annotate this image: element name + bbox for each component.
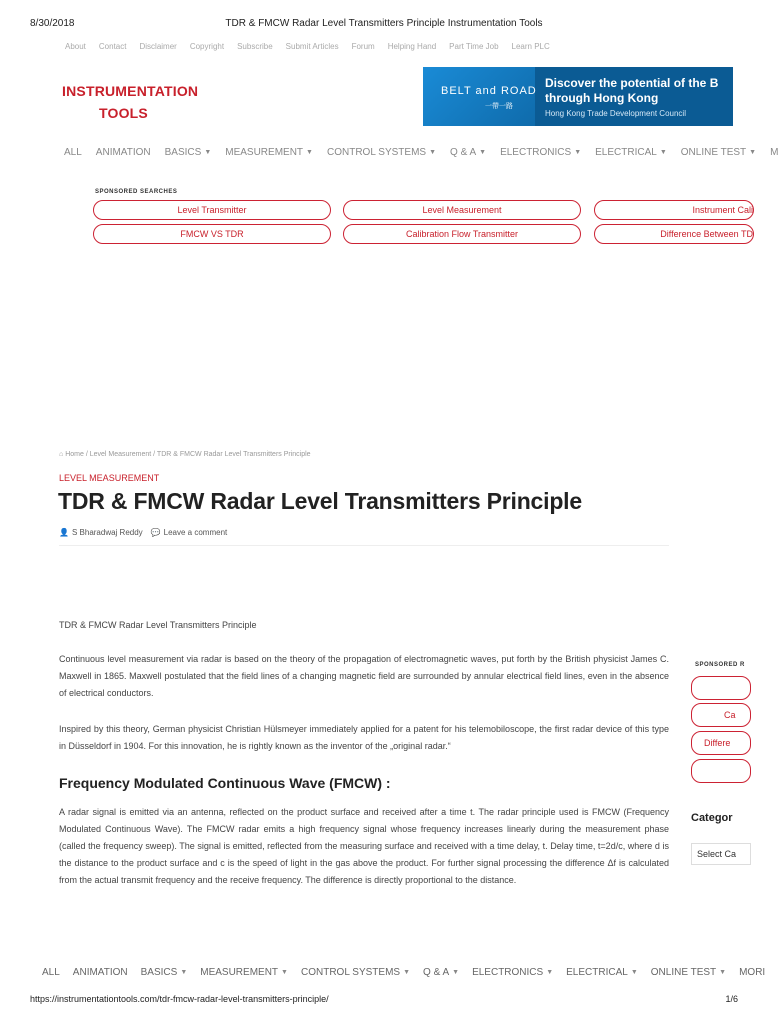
nav-online-test-label: ONLINE TEST	[680, 146, 747, 158]
comment-label: Leave a comment	[163, 528, 228, 537]
print-footer	[30, 994, 738, 1008]
bottom-nav-basics[interactable]	[141, 965, 188, 979]
breadcrumb	[59, 451, 311, 458]
caret-down-icon: ▼	[429, 148, 437, 156]
sponsored-link[interactable]: Difference Between TD	[594, 224, 754, 244]
nav-more[interactable]	[770, 145, 778, 159]
bottom-nav-animation-label: ANIMATION	[72, 966, 128, 978]
ad-headline	[545, 76, 718, 106]
nav-all-label: ALL	[64, 146, 82, 158]
topbar-link-about[interactable]: About	[65, 42, 86, 51]
caret-down-icon: ▼	[452, 968, 460, 976]
bottom-nav-online-test[interactable]	[651, 965, 726, 979]
bottom-nav-measurement-label: MEASUREMENT	[200, 966, 279, 978]
bottom-nav-qa[interactable]	[423, 965, 459, 979]
breadcrumb-current: TDR & FMCW Radar Level Transmitters Principle	[156, 451, 311, 458]
nav-basics-label: BASICS	[164, 146, 202, 158]
sidebar-categories-heading: Categor	[691, 812, 733, 824]
bottom-nav-electronics-label: ELECTRONICS	[472, 966, 544, 978]
topbar-link-submit-articles[interactable]: Submit Articles	[285, 42, 339, 51]
caret-down-icon: ▼	[546, 968, 554, 976]
topbar-link-contact[interactable]: Contact	[98, 42, 127, 51]
ad-brand: BELT and ROAD	[441, 85, 537, 97]
bottom-nav-all-label: ALL	[42, 966, 60, 978]
section-heading-fmcw: Frequency Modulated Continuous Wave (FMCW) :	[59, 775, 391, 791]
topbar-link-disclaimer[interactable]: Disclaimer	[139, 42, 177, 51]
nav-basics[interactable]	[165, 145, 212, 159]
bottom-nav-all[interactable]	[42, 965, 60, 979]
caret-down-icon: ▼	[659, 148, 667, 156]
caret-down-icon: ▼	[403, 968, 411, 976]
bottom-nav-more[interactable]	[739, 965, 765, 979]
sidebar-sponsored-link[interactable]	[691, 676, 751, 700]
post-category[interactable]: LEVEL MEASUREMENT	[59, 473, 160, 483]
nav-control-systems-label: CONTROL SYSTEMS	[326, 146, 427, 158]
caret-down-icon: ▼	[306, 148, 313, 156]
caret-down-icon: ▼	[749, 148, 757, 156]
ad-brand-sub: 一帶一路	[485, 103, 513, 110]
topbar-link-part-time-job[interactable]: Part Time Job	[449, 42, 499, 51]
bottom-nav-online-test-label: ONLINE TEST	[650, 966, 717, 978]
print-url: https://instrumentationtools.com/tdr-fmcw-radar-level-transmitters-principle/	[30, 994, 329, 1004]
print-title: TDR & FMCW Radar Level Transmitters Principle Instrumentation Tools	[225, 18, 543, 29]
breadcrumb-level-measurement[interactable]: Level Measurement	[89, 451, 152, 458]
paragraph-1: Continuous level measurement via radar is based on the theory of the propagation of electromagnetic waves, put forth by the British physicist James C. Maxwell in 1865. Maxwell postulated that the field lines of a changing magnetic field are surrounded by annular electrical field lines, even in the absence of electrical conductors.	[59, 654, 669, 698]
nav-online-test[interactable]	[681, 145, 756, 159]
topbar-link-copyright[interactable]: Copyright	[189, 42, 225, 51]
print-page-number: 1/6	[725, 994, 738, 1004]
nav-control-systems[interactable]	[327, 145, 436, 159]
caret-down-icon: ▼	[719, 968, 727, 976]
nav-animation-label: ANIMATION	[95, 146, 151, 158]
nav-more-label: M	[770, 146, 778, 158]
nav-animation[interactable]	[96, 145, 151, 159]
caret-down-icon: ▼	[574, 148, 582, 156]
page-title: TDR & FMCW Radar Level Transmitters Principle	[58, 488, 582, 514]
nav-electrical-label: ELECTRICAL	[595, 146, 657, 158]
bottom-nav-electronics[interactable]	[472, 965, 553, 979]
ad-headline-2: through Hong Kong	[545, 91, 659, 105]
sidebar-sponsored-link[interactable]	[691, 759, 751, 783]
breadcrumb-home[interactable]: Home	[65, 451, 84, 458]
sponsored-searches-label: SPONSORED SEARCHES	[95, 189, 178, 195]
sponsored-link[interactable]: Level Transmitter	[93, 200, 331, 220]
ad-council: Hong Kong Trade Development Council	[545, 109, 686, 118]
topbar-link-learn-plc[interactable]: Learn PLC	[511, 42, 550, 51]
sponsored-link[interactable]: Level Measurement	[343, 200, 581, 220]
bottom-nav	[42, 965, 765, 979]
paragraph-2: Inspired by this theory, German physicist Christian Hülsmeyer immediately applied for a patent for his telemobiloscope, the first radar device of this type in Düsseldorf in 1904. For this innovation, he is rightly known as the inventor of the „original radar.“	[59, 724, 669, 751]
bottom-nav-measurement[interactable]	[200, 965, 288, 979]
breadcrumb-separator: /	[83, 451, 90, 458]
sponsored-link[interactable]: Calibration Flow Transmitter	[343, 224, 581, 244]
site-logo[interactable]	[62, 80, 202, 124]
breadcrumb-separator: /	[151, 451, 157, 458]
logo-line-1: INSTRUMENTATION	[62, 83, 199, 99]
nav-qa-label: Q & A	[450, 146, 477, 158]
nav-electronics-label: ELECTRONICS	[500, 146, 572, 158]
bottom-nav-electrical[interactable]	[566, 965, 638, 979]
sponsored-link[interactable]: Instrument Cali	[594, 200, 754, 220]
caret-down-icon: ▼	[204, 148, 212, 156]
bottom-nav-control-systems-label: CONTROL SYSTEMS	[300, 966, 401, 978]
caret-down-icon: ▼	[630, 968, 638, 976]
sidebar-sponsored-label: SPONSORED R	[695, 662, 745, 668]
topbar-link-subscribe[interactable]: Subscribe	[237, 42, 273, 51]
bottom-nav-basics-label: BASICS	[140, 966, 178, 978]
nav-qa[interactable]	[450, 145, 486, 159]
caret-down-icon: ▼	[281, 968, 288, 976]
bottom-nav-control-systems[interactable]	[301, 965, 410, 979]
bottom-nav-animation[interactable]	[73, 965, 128, 979]
post-comment-link[interactable]	[151, 528, 228, 537]
paragraph-3: A radar signal is emitted via an antenna, reflected on the product surface and received after a time t. The radar principle used is FMCW (Frequency Modulated Continuous Wave). The FMCW radar emits a high frequency signal whose frequency increases linearly during the measurement phase (called the frequency sweep). The signal is emitted, reflected from the measuring surface and received with a time delay, t. Delay time, t=2d/c, where d is the distance to the product surface and c is the speed of light in the gas above the product. For further signal processing the difference Δf is calculated from the actual transmit frequency and the receive frequency. The difference is directly proportional to the distance.	[59, 807, 669, 885]
ad-banner[interactable]	[423, 67, 733, 126]
bottom-nav-qa-label: Q & A	[423, 966, 450, 978]
main-nav	[64, 145, 778, 159]
sidebar-sponsored-link[interactable]: Differe	[691, 731, 751, 755]
home-icon: ⌂	[59, 451, 64, 458]
divider	[59, 545, 669, 546]
print-date: 8/30/2018	[30, 18, 75, 29]
nav-electronics[interactable]	[500, 145, 581, 159]
topbar-link-helping-hand[interactable]: Helping Hand	[387, 42, 437, 51]
bottom-nav-electrical-label: ELECTRICAL	[566, 966, 628, 978]
nav-electrical[interactable]	[595, 145, 667, 159]
nav-all[interactable]	[64, 145, 82, 159]
nav-measurement[interactable]	[225, 145, 313, 159]
ad-headline-1: Discover the potential of the B	[545, 76, 719, 90]
bottom-nav-more-label: MORI	[739, 966, 766, 978]
post-meta	[59, 528, 227, 537]
sidebar-sponsored-link[interactable]: Ca	[691, 703, 751, 727]
topbar-links	[65, 42, 550, 54]
post-author[interactable]	[59, 528, 143, 537]
category-select[interactable]: Select Ca	[691, 843, 751, 865]
intro-title: TDR & FMCW Radar Level Transmitters Principle	[59, 620, 257, 630]
nav-measurement-label: MEASUREMENT	[225, 146, 304, 158]
user-icon: 👤	[59, 528, 69, 537]
comment-icon: 💬	[150, 528, 161, 537]
print-header	[30, 18, 738, 32]
caret-down-icon: ▼	[180, 968, 188, 976]
author-name: S Bharadwaj Reddy	[71, 528, 143, 537]
logo-line-2: TOOLS	[99, 105, 148, 121]
sponsored-link[interactable]: FMCW VS TDR	[93, 224, 331, 244]
topbar-link-forum[interactable]: Forum	[351, 42, 375, 51]
caret-down-icon: ▼	[479, 148, 487, 156]
